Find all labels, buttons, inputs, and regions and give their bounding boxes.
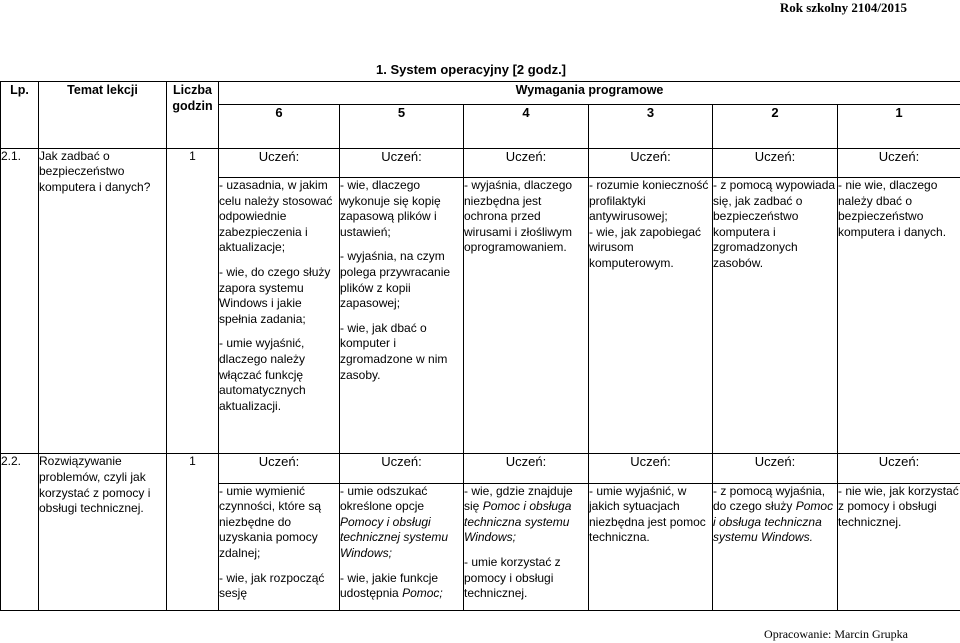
header-requirements: Wymagania programowe: [219, 82, 960, 105]
student-label: Uczeń:: [340, 148, 464, 177]
header-grade-3: 3: [589, 104, 713, 148]
row-number: 2.2.: [1, 454, 39, 611]
header-hours: Liczba godzin: [167, 82, 219, 149]
requirement-item: - umie wyjaśnić, dlaczego należy włączać funkcję automatycznych aktualizacji.: [219, 336, 306, 413]
requirements-grade-2: [713, 177, 838, 453]
student-label: Uczeń:: [219, 148, 340, 177]
requirement-item: - rozumie konieczność profilaktyki antywirusowej;: [589, 177, 709, 224]
requirement-item: - wyjaśnia, dlaczego niezbędna jest ochrona przed wirusami i złośliwym oprogramowaniem.: [464, 177, 573, 255]
requirement-item: - umie odszukać określone opcje Pomocy i obsługi technicznej systemu Windows;: [340, 483, 449, 561]
requirements-grade-5: [340, 483, 464, 610]
requirement-item: - wie, jakie funkcje udostępnia Pomoc;: [340, 570, 443, 601]
student-label: Uczeń:: [340, 454, 464, 483]
student-label: Uczeń:: [589, 454, 713, 483]
requirements-grade-4: [464, 177, 589, 453]
requirements-grade-3: [589, 483, 713, 610]
requirement-item: - wie, dlaczego wykonuje się kopię zapasową plików i ustawień;: [340, 177, 441, 239]
requirement-item: - wyjaśnia, na czym polega przywracanie plików z kopii zapasowej;: [340, 249, 451, 311]
requirement-item: - z pomocą wypowiada się, jak zadbać o bezpieczeństwo komputera i zgromadzonych zasobów.: [713, 177, 836, 270]
requirements-grade-4: [464, 483, 589, 610]
requirement-item: - uzasadnia, w jakim celu należy stosować odpowiednie zabezpieczenia i aktualizacje;: [219, 177, 333, 255]
table-row: [1, 148, 960, 177]
requirements-grade-1: [838, 483, 960, 610]
requirement-item: - umie wyjaśnić, w jakich sytuacjach niezbędna jest pomoc techniczna.: [589, 483, 706, 545]
section-title: 1. System operacyjny [2 godz.]: [376, 62, 567, 77]
header-grade-2: 2: [713, 104, 838, 148]
requirement-item: - nie wie, jak korzystać z pomocy i obsługi technicznej.: [838, 483, 959, 529]
row-number: 2.1.: [1, 148, 39, 454]
student-label: Uczeń:: [838, 454, 960, 483]
requirements-grade-6: [219, 483, 340, 610]
student-label: Uczeń:: [219, 454, 340, 483]
requirements-grade-2: [713, 483, 838, 610]
header-topic: Temat lekcji: [39, 82, 167, 149]
requirement-item: - umie wymienić czynności, które są niezbędne do uzyskania pomocy zdalnej;: [219, 483, 322, 561]
requirement-item: - wie, do czego służy zapora systemu Windows i jakie spełnia zadania;: [219, 264, 331, 326]
requirement-item: - wie, jak dbać o komputer i zgromadzone w nim zasoby.: [340, 320, 448, 382]
student-label: Uczeń:: [464, 454, 589, 483]
requirement-item: - z pomocą wyjaśnia, do czego służy Pomoc i obsługa techniczna systemu Windows.: [713, 483, 834, 545]
requirements-grade-3: [589, 177, 713, 453]
school-year: Rok szkolny 2104/2015: [779, 0, 907, 15]
header-grade-4: 4: [464, 104, 589, 148]
lesson-hours: 1: [167, 454, 219, 611]
requirements-grade-1: [838, 177, 960, 453]
requirement-item: - wie, gdzie znajduje się Pomoc i obsługa techniczna systemu Windows;: [464, 483, 573, 545]
author-credit: Opracowanie: Marcin Grupka: [764, 627, 908, 641]
student-label: Uczeń:: [464, 148, 589, 177]
curriculum-table: [0, 81, 960, 611]
student-label: Uczeń:: [838, 148, 960, 177]
table-row: [1, 454, 960, 483]
header-grade-1: 1: [838, 104, 960, 148]
requirement-item: - nie wie, dlaczego należy dbać o bezpieczeństwo komputera i danych.: [838, 177, 947, 239]
student-label: Uczeń:: [713, 148, 838, 177]
requirement-item: - umie korzystać z pomocy i obsługi technicznej.: [464, 555, 561, 601]
requirement-item: - wie, jak zapobiegać wirusom komputerowym.: [589, 224, 702, 270]
lesson-topic: Jak zadbać o bezpieczeństwo komputera i danych?: [39, 148, 167, 454]
requirements-grade-5: [340, 177, 464, 453]
header-lp: Lp.: [1, 82, 39, 149]
header-grade-6: 6: [219, 104, 340, 148]
student-label: Uczeń:: [713, 454, 838, 483]
requirements-grade-6: [219, 177, 340, 453]
header-grade-5: 5: [340, 104, 464, 148]
student-label: Uczeń:: [589, 148, 713, 177]
lesson-topic: Rozwiązywanie problemów, czyli jak korzystać z pomocy i obsługi technicznej.: [39, 454, 167, 611]
lesson-hours: 1: [167, 148, 219, 454]
requirement-item: - wie, jak rozpocząć sesję: [219, 570, 325, 601]
